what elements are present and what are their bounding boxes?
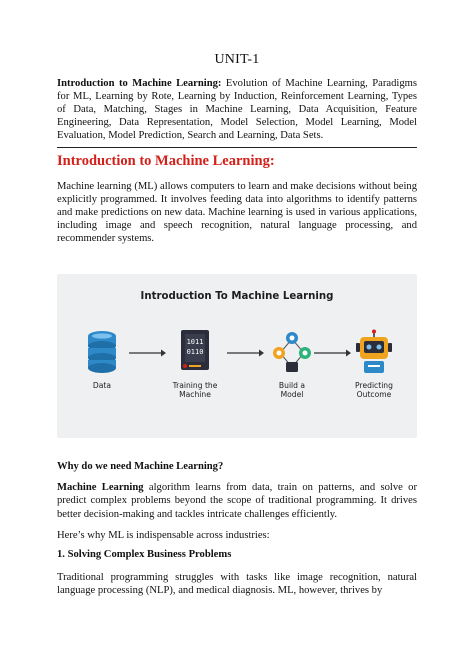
unit-title: UNIT-1 [214, 52, 260, 67]
step-label: Build a Model [278, 381, 306, 399]
why-paragraph [57, 481, 417, 521]
step-build-model [257, 329, 327, 399]
step-label: Training the Machine [172, 381, 218, 399]
why-lead: Machine Learning [57, 482, 144, 493]
ml-pipeline-figure [57, 274, 417, 438]
robot-icon [339, 329, 409, 375]
syllabus-paragraph [57, 77, 417, 142]
step-predicting [339, 329, 409, 399]
syllabus-lead: Introduction to Machine Learning: [57, 78, 222, 89]
section-heading: Introduction to Machine Learning: [57, 153, 275, 169]
horizontal-rule [57, 147, 417, 148]
why-heading: Why do we need Machine Learning? [57, 461, 224, 472]
svg-text:0110: 0110 [186, 348, 204, 356]
svg-text:1011: 1011 [186, 338, 204, 346]
step-training [160, 329, 230, 399]
step-label: Predicting Outcome [355, 381, 393, 399]
step-data [67, 329, 137, 390]
step-label: Data [92, 381, 112, 390]
binary-computer-icon [160, 329, 230, 375]
figure-title: Introduction To Machine Learning [140, 291, 334, 302]
indispensable-line: Here’s why ML is indispensable across industries: [57, 530, 270, 541]
intro-paragraph: Machine learning (ML) allows computers to learn and make decisions without being explicitly programmed. It involves feeding data into algorithms to identify patterns and make predictions on new data. Machine learning is used in various applications, including image and speech recognition, natural language processing, and recommender systems. [57, 181, 417, 245]
why-text: algorithm learns from data, train on patterns, and solve or predict complex problems beyond the scope of traditional programming. It drives better decision-making and tackles intricate challenges efficiently. [57, 482, 417, 520]
subheading-solving-complex: 1. Solving Complex Business Problems [57, 549, 232, 560]
complex-problems-paragraph: Traditional programming struggles with tasks like image recognition, natural language processing (NLP), and medical diagnosis. ML, however, thrives by [57, 572, 417, 597]
syllabus-text: Evolution of Machine Learning, Paradigms for ML, Learning by Rote, Learning by Induction, Reinforcement Learning, Types of Data, Matching, Stages in Machine Learning, Data Acquisition, Feature Engineering, Data Representation, Model Selection, Model Learning, Model Evaluation, Model Prediction, Search and Learning, Data Sets. [57, 78, 417, 142]
